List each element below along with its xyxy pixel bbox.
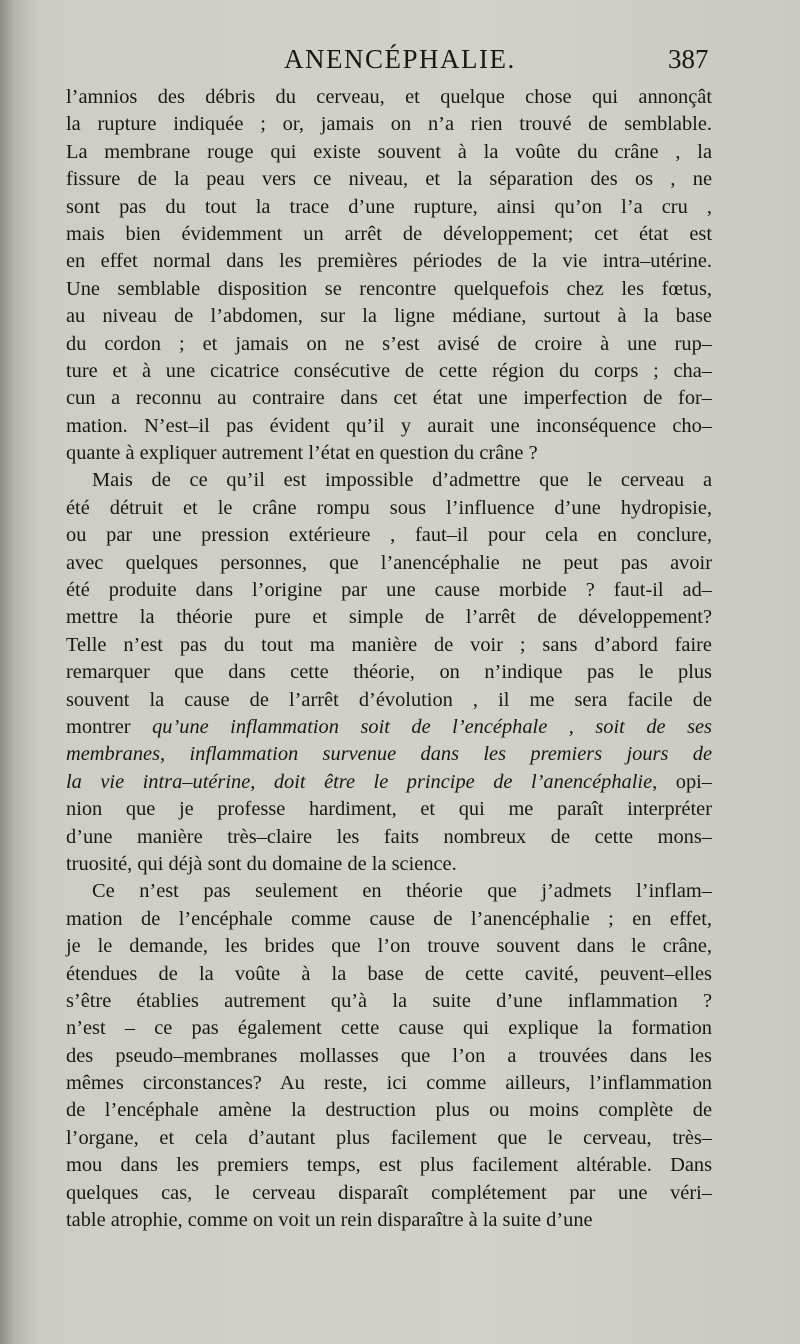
text-line [66,331,712,358]
italic-text: qu’une inflammation soit de l’encéphale , soit de ses [152,715,712,738]
text-line [66,714,712,741]
text-line [66,632,712,659]
text-line [66,741,712,768]
text-segment: été produite dans l’origine par une cause morbide ? faut-il ad– [66,579,712,602]
text-line [66,769,712,796]
text-line [66,1152,712,1179]
text-segment: s’être établies autrement qu’à la suite d’une inflammation ? [66,989,712,1012]
text-segment: , opi– [652,770,712,793]
text-segment: l’amnios des débris du cerveau, et quelque chose qui annonçât [66,86,712,108]
text-line [66,1097,712,1124]
text-segment: Ce n’est pas seulement en théorie que j’admets l’inflam– [92,880,712,903]
text-line [66,385,712,412]
text-segment: mettre la théorie pure et simple de l’arrêt de développement? [66,606,712,629]
text-segment: montrer [66,715,153,738]
text-segment: ture et à une cicatrice consécutive de cette région du corps ; cha– [66,359,712,382]
text-segment: avec quelques personnes, que l’anencéphalie ne peut pas avoir [66,551,712,574]
paragraph [66,467,712,878]
body-text [66,84,712,1234]
text-segment: mation. N’est–il pas évident qu’il y aurait une inconséquence cho– [66,414,712,437]
text-line [66,961,712,988]
text-line [66,824,712,851]
text-line [66,495,712,522]
text-line [66,878,712,905]
text-segment: mêmes circonstances? Au reste, ici comme ailleurs, l’inflammation [66,1072,712,1095]
text-line [66,166,712,193]
text-segment: été détruit et le crâne rompu sous l’influence d’une hydropisie, [66,496,712,519]
text-segment: d’une manière très–claire les faits nombreux de cette mons– [66,825,712,848]
text-segment: ou par une pression extérieure , faut–il pour cela en conclure, [66,524,712,547]
paragraph [66,84,712,467]
text-line [66,604,712,631]
text-segment: du cordon ; et jamais on ne s’est avisé de croire à une rup– [66,332,712,355]
text-segment: de l’encéphale amène la destruction plus ou moins complète de [66,1099,712,1122]
text-line [66,467,712,494]
text-segment: au niveau de l’abdomen, sur la ligne médiane, surtout à la base [66,305,712,328]
text-line [66,1015,712,1042]
text-line [66,906,712,933]
text-line [66,659,712,686]
text-segment: je le demande, les brides que l’on trouve souvent dans le crâne, [66,935,712,958]
page-number: 387 [668,44,709,74]
text-segment: mou dans les premiers temps, est plus facilement altérable. Dans [66,1154,712,1177]
text-line [66,577,712,604]
text-segment: mation de l’encéphale comme cause de l’anencéphalie ; en effet, [66,907,712,930]
text-segment: des pseudo–membranes mollasses que l’on a trouvées dans les [66,1044,712,1067]
page-header [0,44,800,84]
text-line [66,1180,712,1207]
text-segment: Telle n’est pas du tout ma manière de voir ; sans d’abord faire [66,633,712,656]
text-line [66,111,712,138]
text-line [66,221,712,248]
text-segment: en effet normal dans les premières périodes de la vie intra–utérine. [66,250,712,273]
text-line [66,687,712,714]
text-line [66,851,712,878]
text-segment: mais bien évidemment un arrêt de développement; cet état est [66,222,712,245]
text-line [66,358,712,385]
text-segment: table atrophie, comme on voit un rein disparaître à la suite d’une [66,1209,593,1232]
text-segment: Une semblable disposition se rencontre quelquefois chez les fœtus, [66,277,712,300]
text-line [66,84,712,111]
italic-text: la vie intra–utérine, doit être le principe de l’anencéphalie [66,770,653,793]
text-segment: truosité, qui déjà sont du domaine de la science. [66,852,457,875]
text-line [66,1207,712,1234]
text-line [66,522,712,549]
running-title: ANENCÉPHALIE. [284,44,516,74]
text-segment: fissure de la peau vers ce niveau, et la séparation des os , ne [66,168,712,191]
text-line [66,1125,712,1152]
text-segment: la rupture indiquée ; or, jamais on n’a rien trouvé de semblable. [66,113,712,136]
text-line [66,988,712,1015]
text-segment: nion que je professe hardiment, et qui me paraît interpréter [66,798,712,821]
text-line [66,276,712,303]
text-segment: La membrane rouge qui existe souvent à la voûte du crâne , la [66,140,712,163]
text-segment: souvent la cause de l’arrêt d’évolution , il me sera facile de [66,688,712,711]
text-segment: quante à expliquer autrement l’état en question du crâne ? [66,442,538,465]
text-segment: cun a reconnu au contraire dans cet état une imperfection de for– [66,387,712,410]
text-line [66,1043,712,1070]
text-segment: sont pas du tout la trace d’une rupture, ainsi qu’on l’a cru , [66,195,712,218]
text-segment: Mais de ce qu’il est impossible d’admettre que le cerveau a [92,469,712,492]
text-line [66,248,712,275]
text-segment: quelques cas, le cerveau disparaît complétement par une véri– [66,1181,712,1204]
text-line [66,933,712,960]
text-line [66,139,712,166]
text-segment: remarquer que dans cette théorie, on n’indique pas le plus [66,661,712,684]
text-segment: l’organe, et cela d’autant plus facilement que le cerveau, très– [66,1126,712,1149]
paragraph [66,878,712,1234]
text-line [66,303,712,330]
text-segment: étendues de la voûte à la base de cette cavité, peuvent–elles [66,962,712,985]
text-line [66,413,712,440]
text-line [66,796,712,823]
text-line [66,550,712,577]
text-line [66,440,712,467]
italic-text: membranes, inflammation survenue dans les premiers jours de [66,743,712,766]
text-line [66,194,712,221]
text-line [66,1070,712,1097]
text-segment: n’est – ce pas également cette cause qui explique la formation [66,1017,712,1040]
